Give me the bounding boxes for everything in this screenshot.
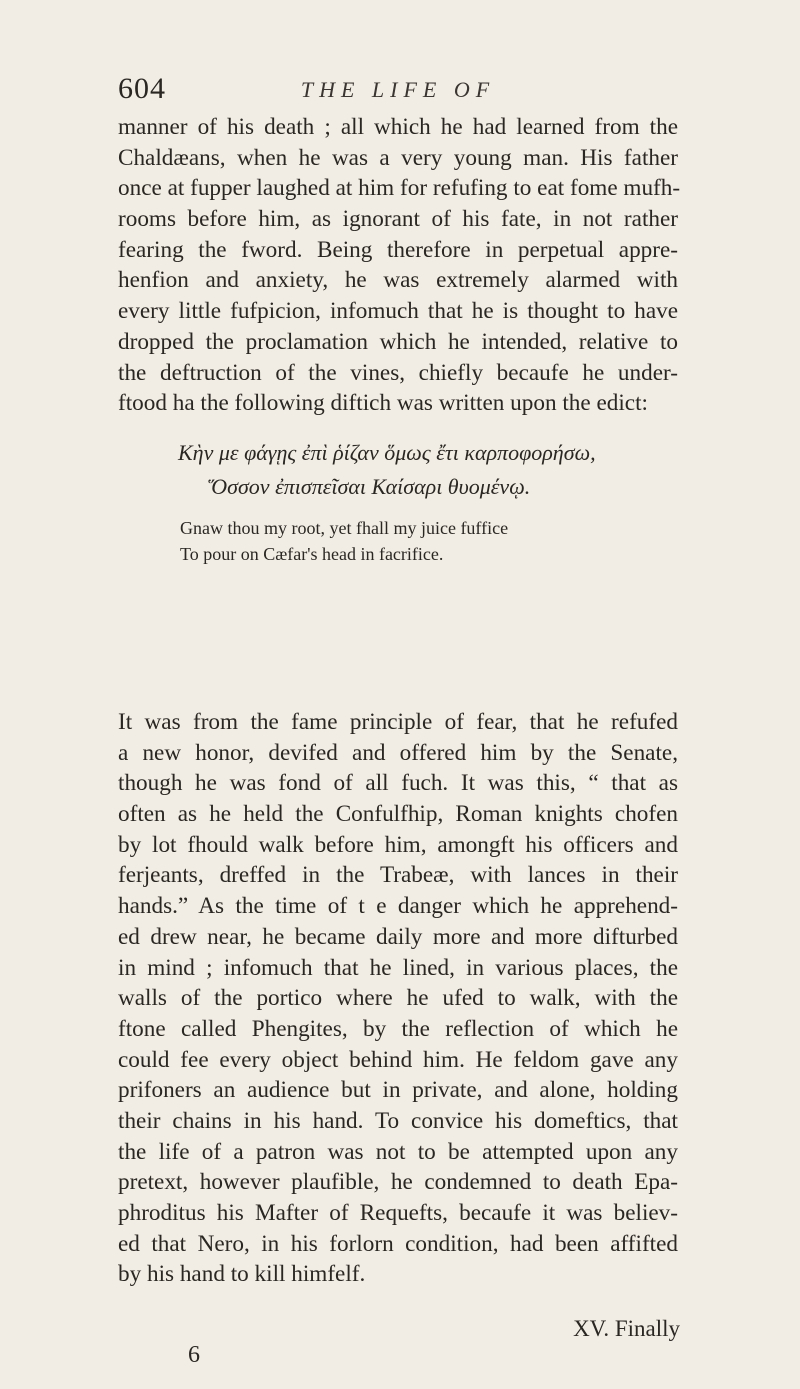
text-line: It was from the fame principle of fear, that he refufed (118, 709, 678, 735)
text-line: ferjeants, dreffed in the Trabeæ, with lances in their (118, 862, 678, 889)
text-line: prifoners an audience but in private, and alone, holding (118, 1077, 678, 1104)
text-line: in mind ; infomuch that he lined, in various places, the (118, 954, 678, 981)
catchword: XV. Finally (573, 1316, 680, 1341)
translation-line-2: To pour on Cæfar's head in facrifice. (180, 544, 444, 564)
text-line: manner of his death ; all which he had learned from the (118, 114, 678, 140)
running-head: THE LIFE OF (300, 77, 496, 102)
text-line: every little fufpicion, infomuch that he is thought to have (118, 298, 678, 325)
text-line: phroditus his Mafter of Requefts, becaufe it was believ- (118, 1200, 678, 1226)
text-line: a new honor, devifed and offered him by the Senate, (118, 739, 678, 766)
greek-verse-line-1: Κὴν με φάγῃς ἐπὶ ῥίζαν ὅμως ἔτι καρποφορήσω, (178, 440, 596, 465)
text-line: walls of the portico where he ufed to walk, with the (118, 985, 678, 1012)
text-line: ftone called Phengites, by the reflection of which he (118, 1015, 678, 1042)
text-line: pretext, however plaufible, he condemned to death Epa- (118, 1169, 678, 1196)
signature-mark: 6 (188, 1342, 200, 1368)
paragraph-2 (118, 707, 678, 1290)
text-line: once at fupper laughed at him for refufing to eat fome mufh- (118, 175, 681, 202)
text-line: often as he held the Confulfhip, Roman knights chofen (118, 801, 678, 828)
page-number: 604 (118, 72, 166, 105)
greek-verse-line-2: Ὅσσον ἐπισπεῖσαι Καίσαρι θυομένῳ. (208, 474, 531, 499)
text-line: henfion and anxiety, he was extremely alarmed with (118, 267, 678, 294)
text-line: though he was fond of all fuch. It was this, “ that as (118, 770, 678, 797)
text-line: ftood ha the following diftich was written upon the edict: (118, 390, 648, 417)
text-line: by his hand to kill himfelf. (118, 1261, 366, 1288)
paragraph-1 (118, 112, 681, 419)
text-line: their chains in his hand. To convice his domeftics, that (118, 1107, 678, 1134)
text-line: ed drew near, he became daily more and more difturbed (118, 923, 678, 950)
text-line: ed that Nero, in his forlorn condition, had been affifted (118, 1230, 678, 1257)
text-line: could fee every object behind him. He feldom gave any (118, 1046, 678, 1073)
page-header (118, 72, 678, 112)
text-line: the life of a patron was not to be attempted upon any (118, 1138, 678, 1165)
text-line: by lot fhould walk before him, amongft his officers and (118, 831, 678, 858)
text-line: hands.” As the time of t e danger which he apprehend- (118, 893, 678, 920)
text-line: fearing the fword. Being therefore in perpetual appre- (118, 236, 678, 263)
text-line: the deftruction of the vines, chiefly becaufe he under- (118, 359, 678, 386)
text-line: dropped the proclamation which he intended, relative to (118, 328, 678, 355)
text-line: Chaldæans, when he was a very young man. His father (118, 144, 678, 171)
translation-line-1: Gnaw thou my root, yet fhall my juice fuffice (180, 518, 509, 538)
text-line: rooms before him, as ignorant of his fate, in not rather (118, 206, 678, 233)
